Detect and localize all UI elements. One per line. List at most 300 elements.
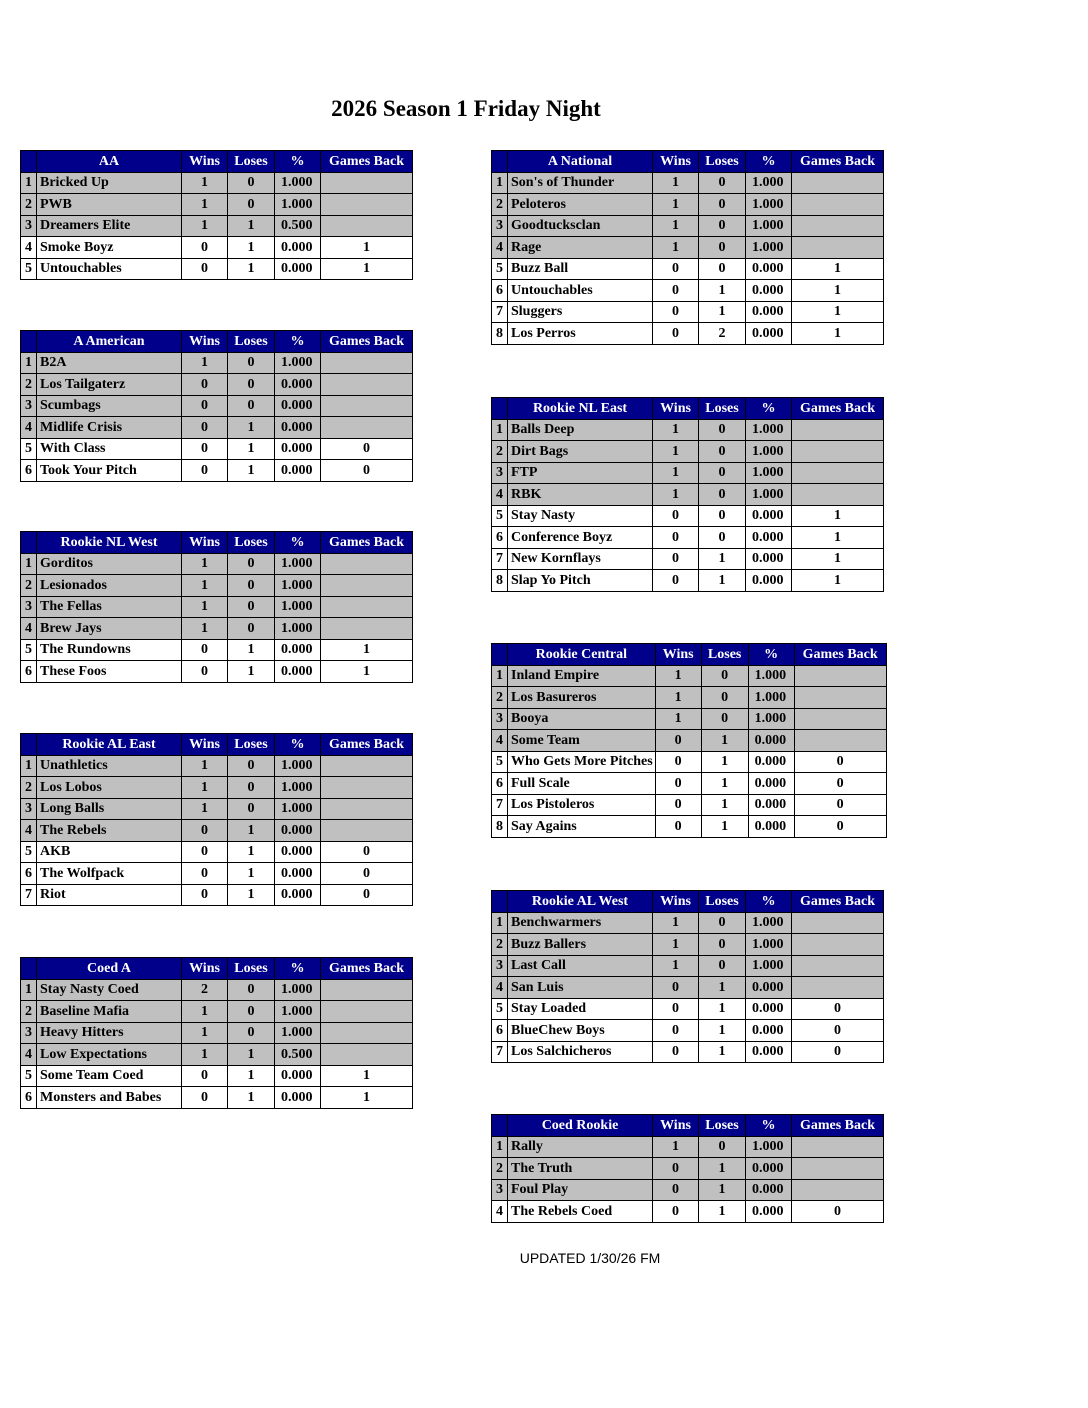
wins-cell: 1 [653,912,699,934]
team-name: RBK [508,484,653,506]
games-back-cell [794,665,886,687]
wins-cell: 0 [653,505,699,527]
games-back-cell: 0 [321,841,413,863]
wins-cell: 0 [655,816,701,838]
games-back-header: Games Back [792,398,884,420]
team-name: Buzz Ballers [508,934,653,956]
rank-cell: 6 [21,1087,37,1109]
games-back-cell [321,1001,413,1023]
loses-cell: 1 [701,773,748,795]
pct-cell: 0.000 [746,301,792,323]
loses-cell: 1 [228,820,275,842]
wins-cell: 0 [653,1158,699,1180]
rank-cell: 5 [21,639,37,661]
wins-cell: 0 [182,639,228,661]
loses-cell: 0 [701,708,748,730]
team-name: Full Scale [508,773,656,795]
division-name: Coed Rookie [508,1115,653,1137]
games-back-header: Games Back [792,891,884,913]
team-name: B2A [37,352,182,374]
games-back-cell [321,798,413,820]
games-back-cell: 0 [794,751,886,773]
loses-cell: 1 [228,237,275,259]
team-name: The Wolfpack [37,863,182,885]
pct-cell: 0.000 [275,1087,321,1109]
standings-table-a-national [491,150,884,345]
rank-cell: 3 [492,215,508,237]
rank-header [21,151,37,173]
pct-header: % [746,1115,792,1137]
pct-header: % [746,151,792,173]
pct-cell: 0.000 [746,1020,792,1042]
standings-table-rookie-nl-east [491,397,884,592]
rank-cell: 1 [21,553,37,575]
table-row [492,441,884,463]
table-row [21,755,413,777]
loses-cell: 0 [699,912,746,934]
rank-cell: 7 [492,548,508,570]
pct-cell: 0.000 [275,395,321,417]
games-back-cell [792,977,884,999]
games-back-cell: 1 [321,661,413,683]
team-name: Rally [508,1136,653,1158]
division-name: A American [37,331,182,353]
table-row [21,258,413,280]
games-back-header: Games Back [792,1115,884,1137]
loses-cell: 0 [699,484,746,506]
pct-cell: 1.000 [746,215,792,237]
pct-cell: 0.000 [748,794,794,816]
table-row [492,934,884,956]
team-name: Slap Yo Pitch [508,570,653,592]
table-row [492,1041,884,1063]
games-back-cell [794,708,886,730]
table-row [21,1044,413,1066]
rank-cell: 2 [21,1001,37,1023]
pct-cell: 1.000 [275,172,321,194]
loses-cell: 1 [699,1158,746,1180]
wins-cell: 1 [653,1136,699,1158]
rank-header [21,734,37,756]
loses-cell: 1 [228,1044,275,1066]
table-row [21,374,413,396]
pct-header: % [746,891,792,913]
team-name: Untouchables [508,280,653,302]
wins-cell: 1 [182,596,228,618]
table-row [21,777,413,799]
pct-cell: 1.000 [746,172,792,194]
wins-header: Wins [653,151,699,173]
pct-cell: 1.000 [275,596,321,618]
rank-cell: 5 [492,505,508,527]
team-name: Low Expectations [37,1044,182,1066]
wins-cell: 0 [182,841,228,863]
rank-cell: 6 [21,661,37,683]
rank-cell: 5 [21,258,37,280]
games-back-header: Games Back [792,151,884,173]
games-back-cell: 0 [794,773,886,795]
rank-cell: 1 [21,755,37,777]
loses-cell: 1 [228,215,275,237]
table-row [21,1087,413,1109]
wins-header: Wins [182,151,228,173]
games-back-cell: 0 [792,1020,884,1042]
wins-cell: 1 [653,934,699,956]
rank-cell: 5 [492,258,508,280]
rank-cell: 6 [21,863,37,885]
table-row [21,553,413,575]
wins-cell: 2 [182,979,228,1001]
rank-cell: 2 [492,934,508,956]
rank-cell: 4 [21,1044,37,1066]
table-row [21,596,413,618]
loses-cell: 0 [228,374,275,396]
games-back-cell [794,730,886,752]
games-back-cell [792,1158,884,1180]
games-back-cell [321,417,413,439]
pct-cell: 0.000 [746,570,792,592]
games-back-cell [321,820,413,842]
rank-cell: 1 [492,912,508,934]
games-back-cell [792,172,884,194]
table-row [492,527,884,549]
loses-cell: 1 [699,977,746,999]
loses-cell: 1 [228,884,275,906]
loses-cell: 0 [699,934,746,956]
team-name: Stay Nasty Coed [37,979,182,1001]
pct-cell: 0.000 [275,438,321,460]
loses-header: Loses [699,1115,746,1137]
table-row [21,618,413,640]
games-back-cell: 0 [792,1041,884,1063]
games-back-cell [794,687,886,709]
games-back-cell: 0 [794,816,886,838]
team-name: Booya [508,708,656,730]
loses-cell: 0 [228,596,275,618]
table-row [21,1065,413,1087]
table-row [21,863,413,885]
loses-cell: 1 [699,570,746,592]
table-row [21,639,413,661]
wins-cell: 1 [655,687,701,709]
games-back-cell: 1 [792,527,884,549]
wins-cell: 1 [182,1044,228,1066]
rank-cell: 4 [21,618,37,640]
rank-cell: 5 [492,751,508,773]
rank-cell: 2 [492,687,508,709]
table-row [21,979,413,1001]
games-back-header: Games Back [321,532,413,554]
rank-cell: 2 [492,194,508,216]
rank-cell: 1 [492,172,508,194]
team-name: Dreamers Elite [37,215,182,237]
loses-header: Loses [701,644,748,666]
team-name: BlueChew Boys [508,1020,653,1042]
team-name: Last Call [508,955,653,977]
pct-cell: 0.500 [275,215,321,237]
wins-cell: 1 [653,484,699,506]
games-back-cell [792,462,884,484]
games-back-cell: 0 [792,998,884,1020]
pct-cell: 0.000 [746,505,792,527]
pct-cell: 0.000 [275,460,321,482]
games-back-cell [321,618,413,640]
loses-cell: 0 [699,237,746,259]
loses-cell: 1 [228,639,275,661]
loses-cell: 0 [699,955,746,977]
loses-cell: 0 [699,462,746,484]
wins-cell: 0 [653,1179,699,1201]
wins-cell: 0 [182,661,228,683]
rank-cell: 8 [492,816,508,838]
pct-cell: 1.000 [275,194,321,216]
rank-cell: 1 [492,665,508,687]
table-row [492,505,884,527]
table-row [492,955,884,977]
team-name: These Foos [37,661,182,683]
games-back-cell: 1 [321,1065,413,1087]
table-row [21,841,413,863]
table-row [492,773,887,795]
games-back-cell [792,194,884,216]
wins-cell: 0 [653,527,699,549]
pct-cell: 0.000 [746,323,792,345]
games-back-header: Games Back [794,644,886,666]
rank-cell: 3 [21,1022,37,1044]
games-back-cell: 1 [792,505,884,527]
pct-cell: 1.000 [275,798,321,820]
rank-cell: 4 [21,820,37,842]
team-name: Some Team [508,730,656,752]
games-back-cell: 0 [321,438,413,460]
team-name: Foul Play [508,1179,653,1201]
rank-cell: 3 [492,955,508,977]
loses-cell: 1 [701,730,748,752]
rank-cell: 6 [492,773,508,795]
rank-cell: 6 [492,1020,508,1042]
team-name: New Kornflays [508,548,653,570]
wins-cell: 0 [653,977,699,999]
wins-cell: 0 [182,237,228,259]
pct-cell: 0.000 [275,863,321,885]
team-name: Long Balls [37,798,182,820]
rank-cell: 1 [21,172,37,194]
table-row [21,1022,413,1044]
games-back-cell [321,172,413,194]
pct-cell: 0.000 [275,237,321,259]
games-back-cell [321,215,413,237]
pct-header: % [748,644,794,666]
wins-cell: 0 [653,258,699,280]
pct-cell: 0.000 [746,1179,792,1201]
team-name: The Truth [508,1158,653,1180]
team-name: Unathletics [37,755,182,777]
rank-cell: 4 [21,237,37,259]
team-name: Some Team Coed [37,1065,182,1087]
team-name: Who Gets More Pitches [508,751,656,773]
table-row [21,884,413,906]
pct-cell: 1.000 [275,1001,321,1023]
pct-header: % [275,532,321,554]
table-row [21,417,413,439]
table-row [492,419,884,441]
team-name: Los Pistoleros [508,794,656,816]
wins-cell: 0 [655,730,701,752]
games-back-header: Games Back [321,151,413,173]
wins-cell: 1 [182,1001,228,1023]
team-name: Conference Boyz [508,527,653,549]
loses-cell: 1 [699,1041,746,1063]
pct-cell: 0.000 [746,977,792,999]
loses-header: Loses [228,331,275,353]
header-row [492,1115,884,1137]
pct-cell: 0.000 [275,417,321,439]
rank-cell: 4 [492,977,508,999]
team-name: Sluggers [508,301,653,323]
pct-cell: 0.000 [275,639,321,661]
team-name: Monsters and Babes [37,1087,182,1109]
pct-cell: 0.000 [748,773,794,795]
pct-header: % [275,734,321,756]
games-back-cell: 0 [794,794,886,816]
pct-cell: 0.500 [275,1044,321,1066]
loses-cell: 1 [228,1087,275,1109]
rank-cell: 3 [492,708,508,730]
wins-cell: 0 [182,1065,228,1087]
team-name: The Rundowns [37,639,182,661]
wins-cell: 0 [653,998,699,1020]
wins-cell: 0 [182,438,228,460]
wins-cell: 0 [653,280,699,302]
rank-cell: 6 [492,280,508,302]
team-name: Peloteros [508,194,653,216]
games-back-cell [792,215,884,237]
rank-cell: 6 [492,527,508,549]
table-row [492,816,887,838]
pct-cell: 0.000 [748,751,794,773]
pct-header: % [275,331,321,353]
pct-header: % [746,398,792,420]
rank-header [492,151,508,173]
rank-cell: 3 [492,462,508,484]
loses-cell: 0 [228,979,275,1001]
table-row [21,1001,413,1023]
team-name: PWB [37,194,182,216]
rank-cell: 3 [21,596,37,618]
games-back-cell [321,395,413,417]
wins-cell: 0 [655,773,701,795]
team-name: Dirt Bags [508,441,653,463]
table-row [492,301,884,323]
games-back-cell [321,553,413,575]
loses-cell: 0 [228,755,275,777]
loses-cell: 0 [228,575,275,597]
standings-table-coed-a [20,957,413,1109]
wins-cell: 0 [182,374,228,396]
loses-cell: 0 [699,419,746,441]
loses-cell: 1 [699,280,746,302]
team-name: Gorditos [37,553,182,575]
pct-cell: 1.000 [748,708,794,730]
rank-cell: 8 [492,570,508,592]
games-back-cell [321,1044,413,1066]
wins-cell: 1 [653,462,699,484]
rank-cell: 1 [21,979,37,1001]
loses-cell: 1 [228,841,275,863]
games-back-cell [792,441,884,463]
loses-cell: 1 [228,661,275,683]
loses-cell: 2 [699,323,746,345]
pct-cell: 1.000 [275,575,321,597]
standings-table-rookie-nl-west [20,531,413,683]
team-name: Goodtucksclan [508,215,653,237]
division-name: Rookie Central [508,644,656,666]
loses-cell: 0 [228,194,275,216]
pct-cell: 0.000 [746,258,792,280]
pct-cell: 0.000 [746,527,792,549]
division-name: Coed A [37,958,182,980]
team-name: Los Tailgaterz [37,374,182,396]
wins-cell: 0 [182,395,228,417]
loses-cell: 1 [699,998,746,1020]
pct-cell: 1.000 [746,462,792,484]
table-row [21,352,413,374]
rank-cell: 1 [492,1136,508,1158]
wins-header: Wins [182,734,228,756]
pct-cell: 0.000 [275,884,321,906]
rank-cell: 2 [21,194,37,216]
loses-header: Loses [228,532,275,554]
pct-cell: 1.000 [275,618,321,640]
loses-cell: 0 [228,777,275,799]
games-back-cell [321,979,413,1001]
team-name: Stay Loaded [508,998,653,1020]
team-name: The Rebels Coed [508,1201,653,1223]
pct-cell: 1.000 [746,484,792,506]
team-name: Midlife Crisis [37,417,182,439]
wins-cell: 1 [182,777,228,799]
pct-cell: 0.000 [275,374,321,396]
wins-cell: 1 [653,215,699,237]
rank-cell: 4 [21,417,37,439]
pct-cell: 1.000 [746,237,792,259]
games-back-cell: 1 [792,280,884,302]
table-row [492,280,884,302]
table-row [492,977,884,999]
loses-cell: 0 [228,395,275,417]
table-row [492,687,887,709]
team-name: Los Lobos [37,777,182,799]
games-back-cell [792,912,884,934]
loses-cell: 1 [699,1201,746,1223]
table-row [492,215,884,237]
rank-header [21,532,37,554]
wins-cell: 1 [653,237,699,259]
loses-header: Loses [699,891,746,913]
team-name: Bricked Up [37,172,182,194]
team-name: Untouchables [37,258,182,280]
standings-table-rookie-central [491,643,887,838]
rank-cell: 7 [492,794,508,816]
standings-table-rookie-al-east [20,733,413,906]
rank-cell: 7 [21,884,37,906]
loses-cell: 1 [228,438,275,460]
pct-cell: 0.000 [275,820,321,842]
wins-cell: 1 [182,352,228,374]
rank-cell: 7 [492,301,508,323]
pct-cell: 1.000 [746,955,792,977]
wins-cell: 1 [653,419,699,441]
